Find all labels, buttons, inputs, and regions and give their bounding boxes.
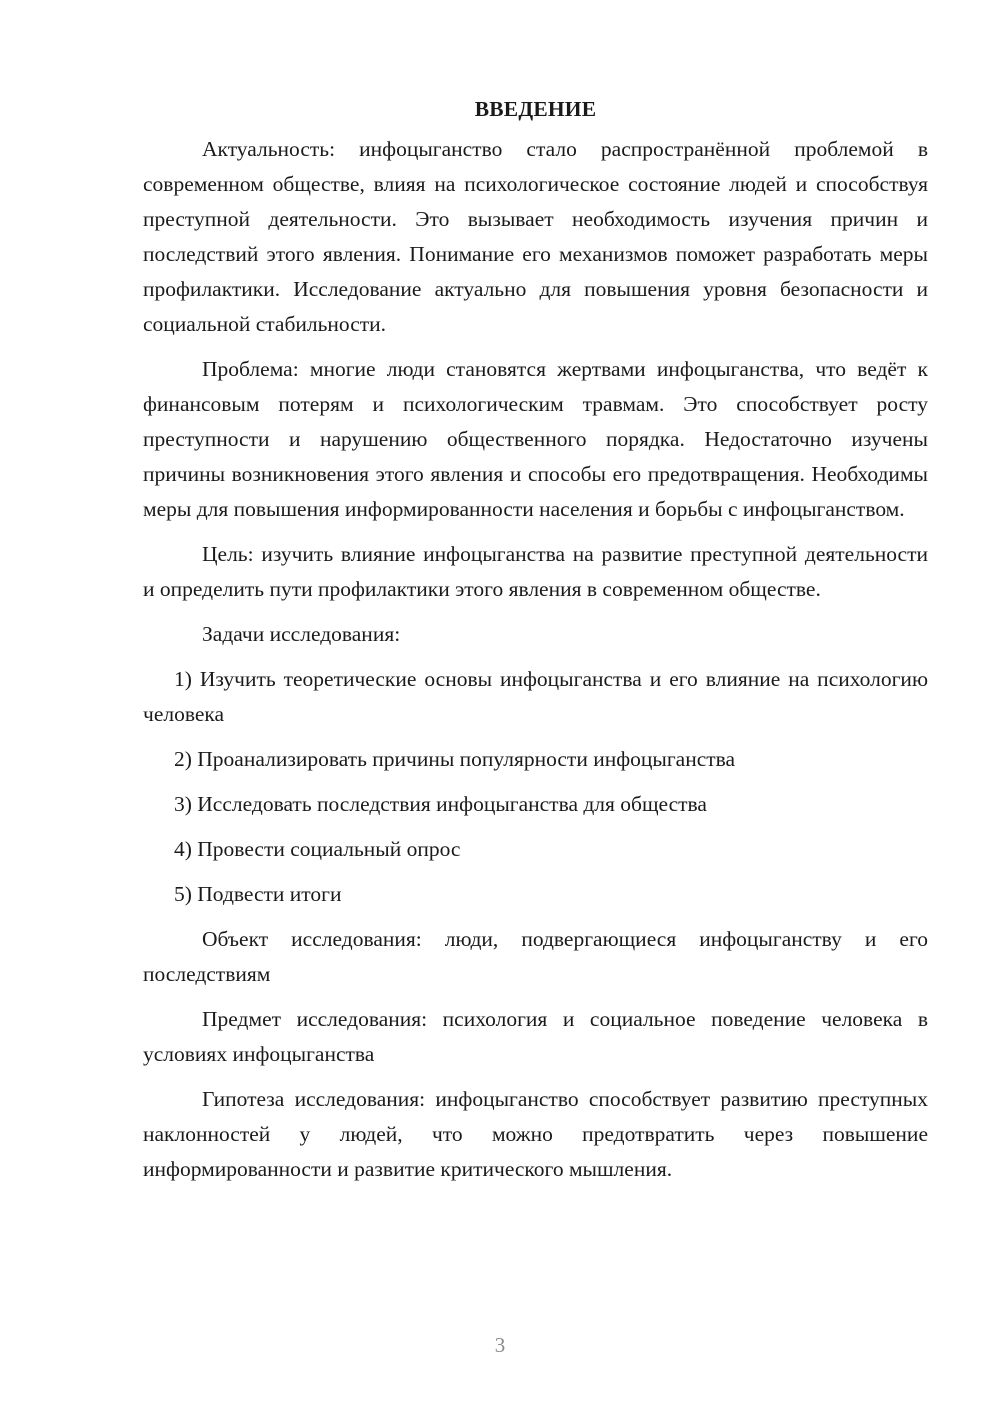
paragraph-hypothesis: Гипотеза исследования: инфоцыганство способствует развитию преступных наклонностей у людей, что можно предотвратить через повышение информированности и развитие критического мышления. bbox=[143, 1087, 928, 1181]
paragraph-relevance: Актуальность: инфоцыганство стало распространённой проблемой в современном обществе, влияя на психологическое состояние людей и способствуя преступной деятельности. Это вызывает необходимость изучения причин и последствий этого явления. Понимание его механизмов поможет разработать меры профилактики. Исследование актуально для повышения уровня безопасности и социальной стабильности. bbox=[143, 137, 928, 336]
task-item-2: 2) Проанализировать причины популярности инфоцыганства bbox=[174, 747, 736, 771]
paragraph-problem: Проблема: многие люди становятся жертвами инфоцыганства, что ведёт к финансовым потерям и психологическим травмам. Это способствует росту преступности и нарушению общественного порядка. Недостаточно изучены причины возникновения этого явления и способы его предотвращения. Необходимы меры для повышения информированности населения и борьбы с инфоцыганством. bbox=[143, 357, 928, 521]
section-title: ВВЕДЕНИЕ bbox=[474, 97, 597, 121]
page-number: 3 bbox=[494, 1333, 506, 1357]
task-item-3: 3) Исследовать последствия инфоцыганства для общества bbox=[174, 792, 707, 816]
paragraph-subject: Предмет исследования: психология и социальное поведение человека в условиях инфоцыганства bbox=[143, 1007, 928, 1066]
document-page bbox=[143, 92, 928, 1197]
task-item-5: 5) Подвести итоги bbox=[174, 882, 342, 906]
paragraph-tasks-heading: Задачи исследования: bbox=[202, 622, 401, 646]
paragraph-goal: Цель: изучить влияние инфоцыганства на развитие преступной деятельности и определить пути профилактики этого явления в современном обществе. bbox=[143, 542, 928, 601]
paragraph-object: Объект исследования: люди, подвергающиеся инфоцыганству и его последствиям bbox=[143, 927, 928, 986]
task-item-1: 1) Изучить теоретические основы инфоцыганства и его влияние на психологию человека bbox=[143, 667, 928, 726]
task-item-4: 4) Провести социальный опрос bbox=[174, 837, 461, 861]
